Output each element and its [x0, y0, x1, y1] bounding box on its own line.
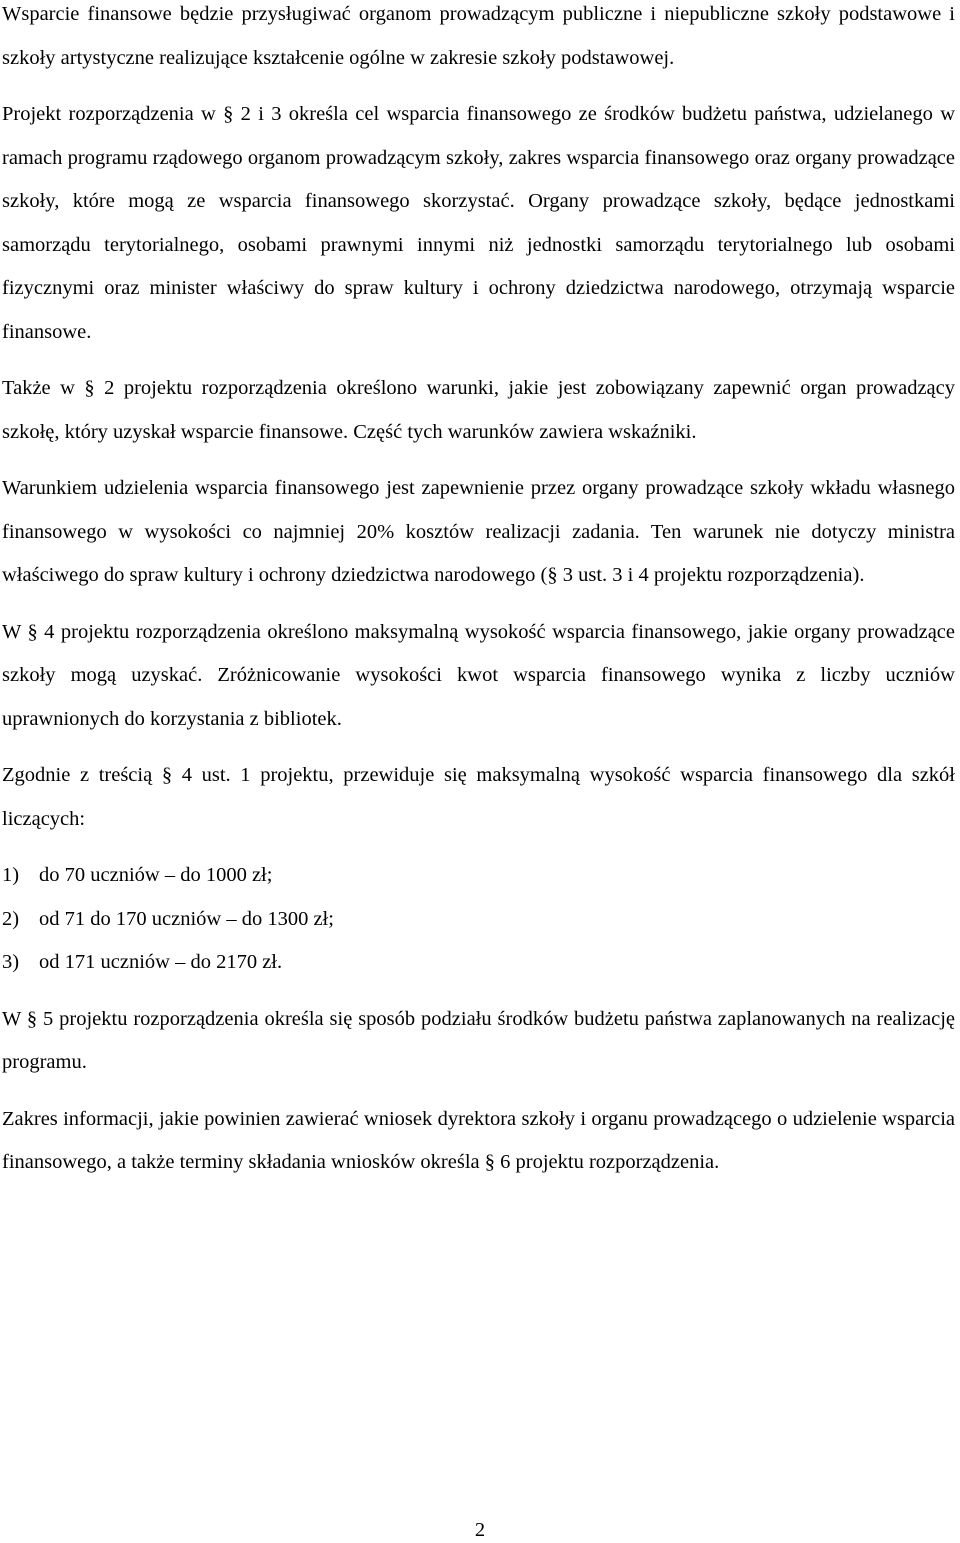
paragraph-application-info: Zakres informacji, jakie powinien zawierać wniosek dyrektora szkoły i organu prowadzącego o udzielenie wsparcia finansowego, a także terminy składania wniosków określa § 6 projektu rozporządzenia.	[2, 1107, 955, 1173]
list-item-number: 3)	[2, 951, 20, 973]
paragraph-eligibility: Wsparcie finansowe będzie przysługiwać organom prowadzącym publiczne i niepubliczne szkoły podstawowe i szkoły artystyczne realizujące kształcenie ogólne w zakresie szkoły podstawowej.	[2, 3, 955, 69]
paragraph-conditions: Także w § 2 projektu rozporządzenia określono warunki, jakie jest zobowiązany zapewnić organ prowadzący szkołę, który uzyskał wsparcie finansowe. Część tych warunków zawiera wskaźniki.	[2, 377, 955, 443]
paragraph-purpose-scope: Projekt rozporządzenia w § 2 i 3 określa cel wsparcia finansowego ze środków budżetu państwa, udzielanego w ramach programu rządowego organom prowadzącym szkoły, zakres wsparcia finansowego oraz organy prowadzące szkoły, które mogą ze wsparcia finansowego skorzystać. Organy prowadzące szkoły, będące jednostkami samorządu terytorialnego, osobami prawnymi innymi niż jednostki samorządu terytorialnego lub osobami fizycznymi oraz minister właściwy do spraw kultury i ochrony dziedzictwa narodowego, otrzymają wsparcie finansowe.	[2, 103, 955, 343]
list-item	[2, 941, 955, 985]
paragraph-max-amount: W § 4 projektu rozporządzenia określono maksymalną wysokość wsparcia finansowego, jakie organy prowadzące szkoły mogą uzyskać. Zróżnicowanie wysokości kwot wsparcia finansowego wynika z liczby uczniów uprawnionych do korzystania z bibliotek.	[2, 620, 955, 730]
list-item-number: 2)	[2, 907, 20, 930]
paragraph-own-contribution: Warunkiem udzielenia wsparcia finansowego jest zapewnienie przez organy prowadzące szkoły wkładu własnego finansowego w wysokości co najmniej 20% kosztów realizacji zadania. Ten warunek nie dotyczy ministra właściwego do spraw kultury i ochrony dziedzictwa narodowego (§ 3 ust. 3 i 4 projektu rozporządzenia).	[2, 477, 955, 586]
list-item-text: od 171 uczniów – do 2170 zł.	[39, 951, 283, 973]
paragraph-list-intro: Zgodnie z treścią § 4 ust. 1 projektu, przewiduje się maksymalną wysokość wsparcia finansowego dla szkół liczących:	[2, 764, 955, 830]
list-item-number: 1)	[2, 864, 20, 886]
list-item-text: od 71 do 170 uczniów – do 1300 zł;	[39, 907, 334, 930]
list-item	[2, 898, 955, 942]
document-body	[2, 0, 955, 1198]
list-item-text: do 70 uczniów – do 1000 zł;	[39, 864, 273, 886]
page-number: 2	[474, 1519, 486, 1541]
list-item	[2, 854, 955, 898]
amount-list	[2, 854, 955, 985]
paragraph-fund-distribution: W § 5 projektu rozporządzenia określa się sposób podziału środków budżetu państwa zaplanowanych na realizację programu.	[2, 1007, 955, 1073]
